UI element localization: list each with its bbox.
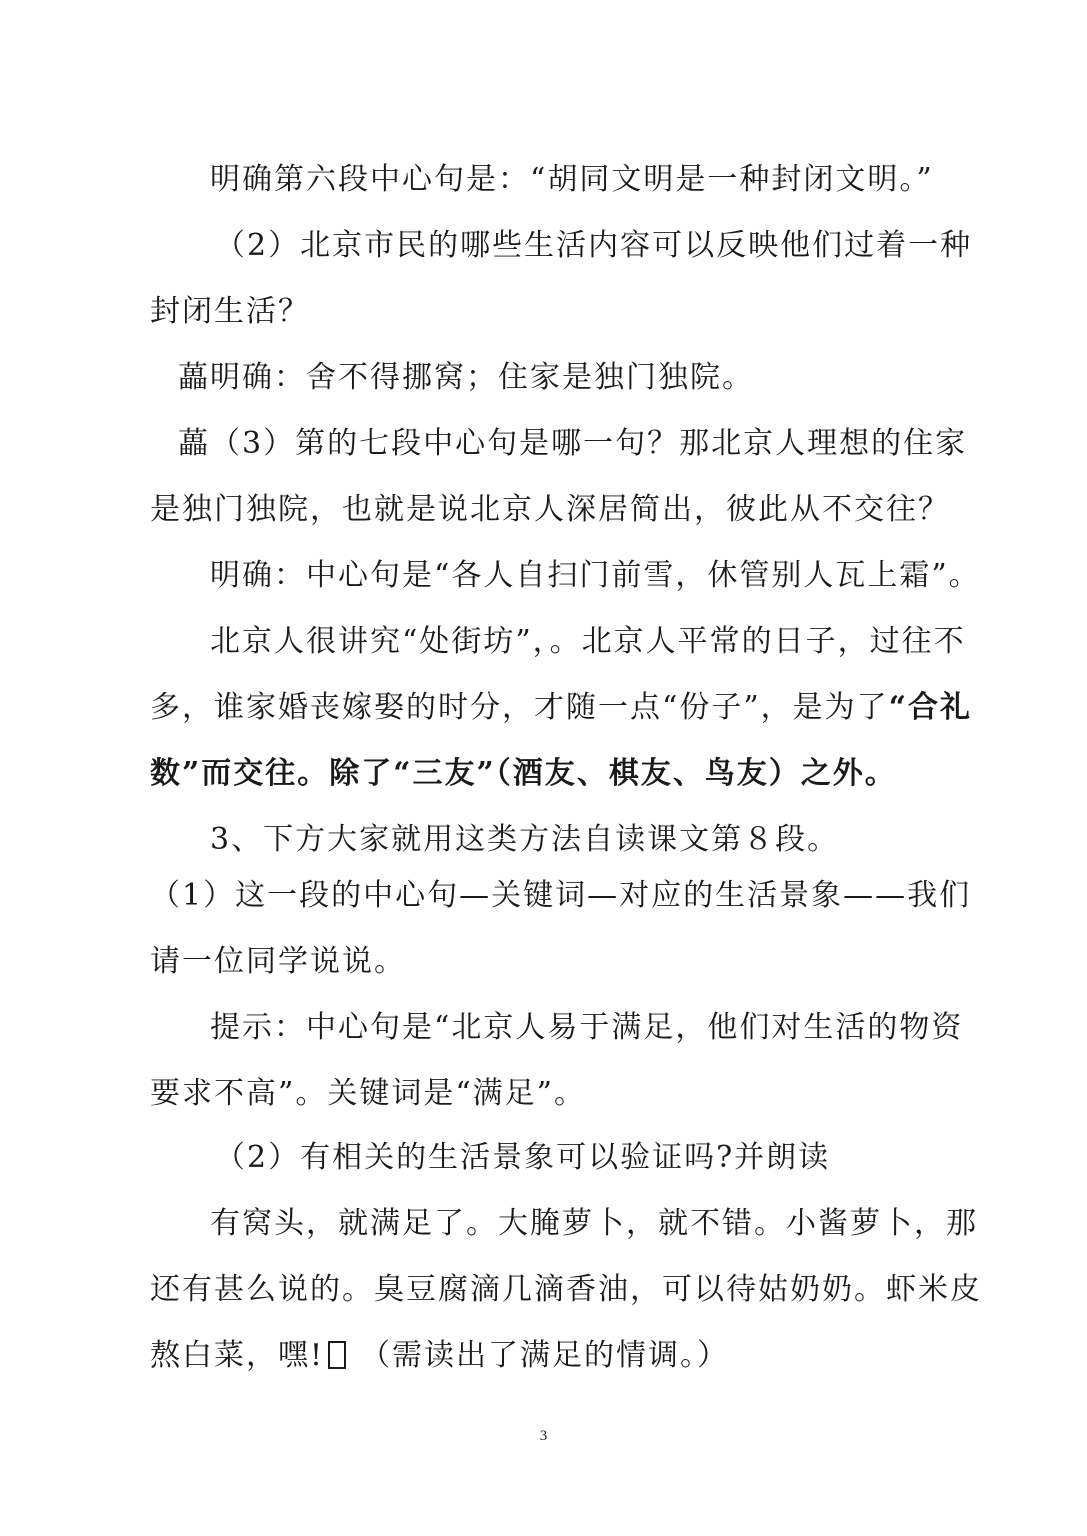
bold-text: “合礼 [888,690,972,725]
line-text: 多，谁家婚丧嫁娶的时分，才随一点“份子”，是为了 [150,690,889,725]
paragraph-line: 明确第六段中心句是：“胡同文明是一种封闭文明。” [210,162,934,197]
paragraph-line: 封闭生活？ [150,294,310,329]
line-text: （需读出了满足的情调。） [360,1338,730,1373]
paragraph-line: 要求不高”。关键词是“满足”。 [150,1076,587,1111]
page-number: 3 [539,1428,548,1444]
paragraph-line: （2）有相关的生活景象可以验证吗?并朗读 [215,1140,831,1175]
paragraph-line: 3、下方大家就用这类方法自读课文第８段。 [210,822,840,857]
missing-glyph-box [328,1341,346,1369]
paragraph-line: 提示：中心句是“北京人易于满足，他们对生活的物资 [210,1010,964,1045]
paragraph-line: 有窝头，就满足了。大腌萝卜，就不错。小酱萝卜，那 [210,1206,978,1241]
line-text: 熬白菜，嘿! [150,1338,325,1373]
paragraph-line: 请一位同学说说。 [150,944,406,979]
paragraph-line [150,688,972,728]
paragraph-line: 藟（3）第的七段中心句是哪一句？那北京人理想的住家 [178,426,968,461]
paragraph-line-bold: 数”而交往。除了“三友”（酒友、棋友、鸟友）之外。 [150,756,897,791]
paragraph-line: 明确：中心句是“各人自扫门前雪，休管别人瓦上霜”。 [210,558,981,593]
paragraph-line: （1）这一段的中心句—关键词—对应的生活景象——我们 [150,878,972,913]
paragraph-line [150,1336,950,1376]
paragraph-line: 是独门独院，也就是说北京人深居简出，彼此从不交往？ [150,492,950,527]
paragraph-line: 北京人很讲究“处街坊”，。北京人平常的日子，过往不 [210,624,966,659]
paragraph-line: 还有甚么说的。臭豆腐滴几滴香油，可以待姑奶奶。虾米皮 [150,1272,982,1307]
paragraph-line: 藟明确：舍不得挪窝；住家是独门独院。 [178,360,754,395]
paragraph-line: （2）北京市民的哪些生活内容可以反映他们过着一种 [215,228,973,263]
